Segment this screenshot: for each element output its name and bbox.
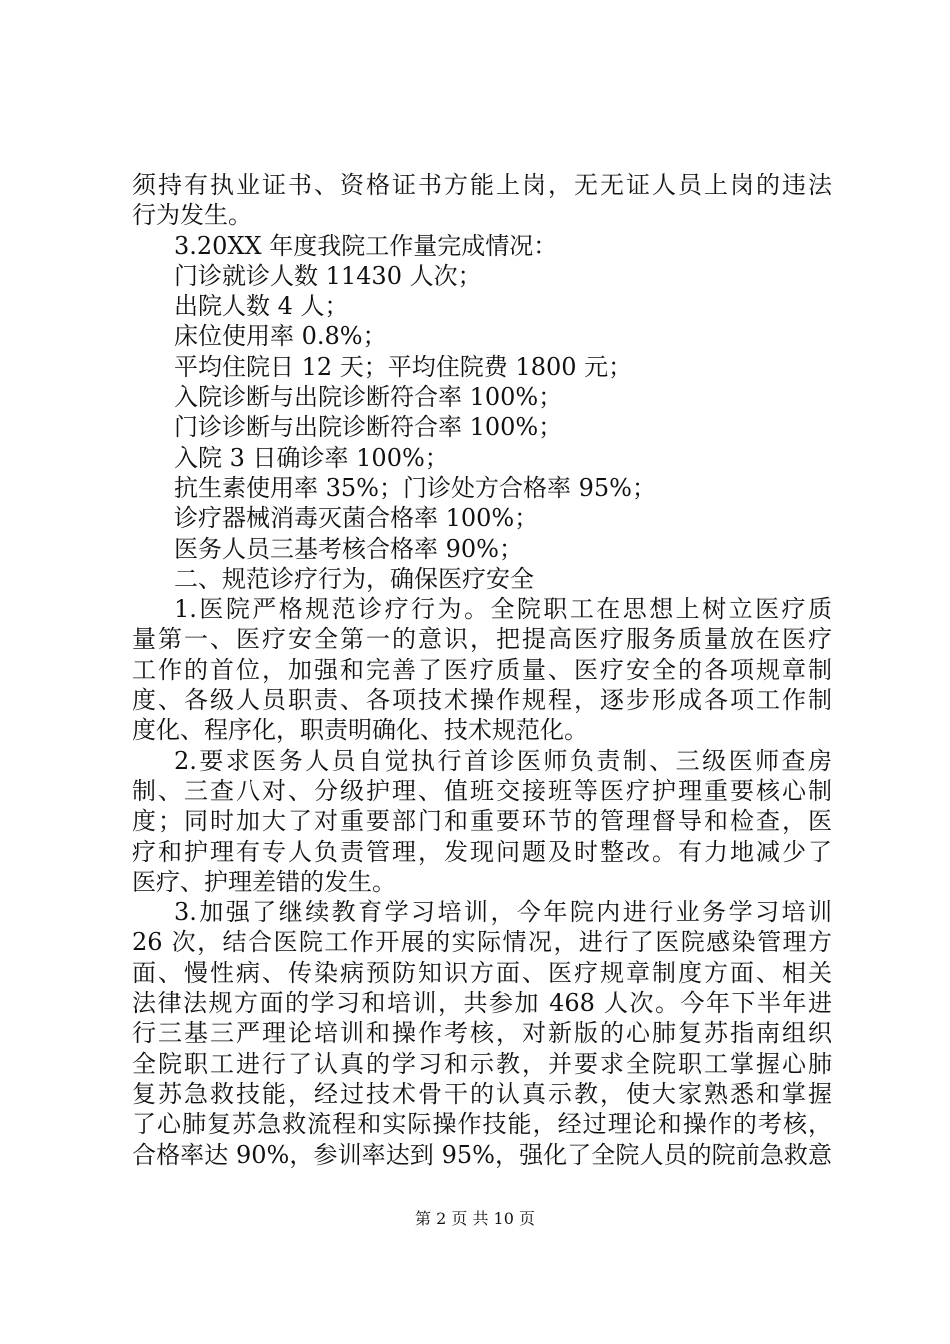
body-line: 抗生素使用率 35%；门诊处方合格率 95%； (174, 473, 656, 502)
body-line: 复苏急救技能，经过技术骨干的认真示教，使大家熟悉和掌握 (132, 1079, 832, 1108)
body-line: 2.要求医务人员自觉执行首诊医师负责制、三级医师查房 (174, 746, 832, 775)
body-line: 平均住院日 12 天；平均住院费 1800 元； (174, 352, 633, 381)
body-line: 26 次，结合医院工作开展的实际情况，进行了医院感染管理方 (132, 928, 832, 957)
body-line: 须持有执业证书、资格证书方能上岗，无无证人员上岗的违法 (132, 171, 832, 199)
body-line: 全院职工进行了认真的学习和示教，并要求全院职工掌握心肺 (132, 1049, 832, 1078)
body-line: 度化、程序化，职责明确化、技术规范化。 (132, 716, 588, 745)
body-line: 1.医院严格规范诊疗行为。全院职工在思想上树立医疗质 (174, 595, 832, 624)
body-line: 3.加强了继续教育学习培训，今年院内进行业务学习培训 (174, 898, 832, 927)
body-line: 面、慢性病、传染病预防知识方面、医疗规章制度方面、相关 (132, 958, 832, 987)
body-line: 合格率达 90%，参训率达到 95%，强化了全院人员的院前急救意 (132, 1140, 832, 1169)
body-line: 法律法规方面的学习和培训，共参加 468 人次。今年下半年进 (132, 989, 832, 1018)
body-line: 床位使用率 0.8%； (174, 322, 387, 351)
body-line: 工作的首位，加强和完善了医疗质量、医疗安全的各项规章制 (132, 655, 832, 684)
body-line: 3.20XX 年度我院工作量完成情况： (174, 231, 558, 260)
body-line: 制、三查八对、分级护理、值班交接班等医疗护理重要核心制 (132, 776, 832, 805)
body-line: 二、规范诊疗行为，确保医疗安全 (174, 564, 534, 593)
body-line: 度、各级人员职责、各项技术操作规程，逐步形成各项工作制 (132, 686, 832, 715)
body-line: 量第一、医疗安全第一的意识，把提高医疗服务质量放在医疗 (132, 625, 832, 654)
body-line: 行三基三严理论培训和操作考核，对新版的心肺复苏指南组织 (132, 1019, 832, 1048)
body-line: 门诊就诊人数 11430 人次； (174, 261, 482, 290)
body-line: 了心肺复苏急救流程和实际操作技能，经过理论和操作的考核， (132, 1110, 832, 1139)
body-line: 疗和护理有专人负责管理，发现问题及时整改。有力地减少了 (132, 837, 832, 866)
page-footer: 第 2 页 共 10 页 (415, 1209, 535, 1228)
body-line: 入院 3 日确诊率 100%； (174, 443, 449, 472)
body-line: 医疗、护理差错的发生。 (132, 867, 396, 896)
body-line: 行为发生。 (132, 201, 252, 230)
body-line: 医务人员三基考核合格率 90%； (174, 534, 523, 563)
body-line: 入院诊断与出院诊断符合率 100%； (174, 383, 563, 412)
body-line: 出院人数 4 人； (174, 292, 349, 321)
body-text (132, 170, 832, 1170)
body-line: 门诊诊断与出院诊断符合率 100%； (174, 413, 563, 442)
body-line: 度；同时加大了对重要部门和重要环节的管理督导和检查，医 (132, 807, 832, 836)
body-line: 诊疗器械消毒灭菌合格率 100%； (174, 504, 539, 533)
